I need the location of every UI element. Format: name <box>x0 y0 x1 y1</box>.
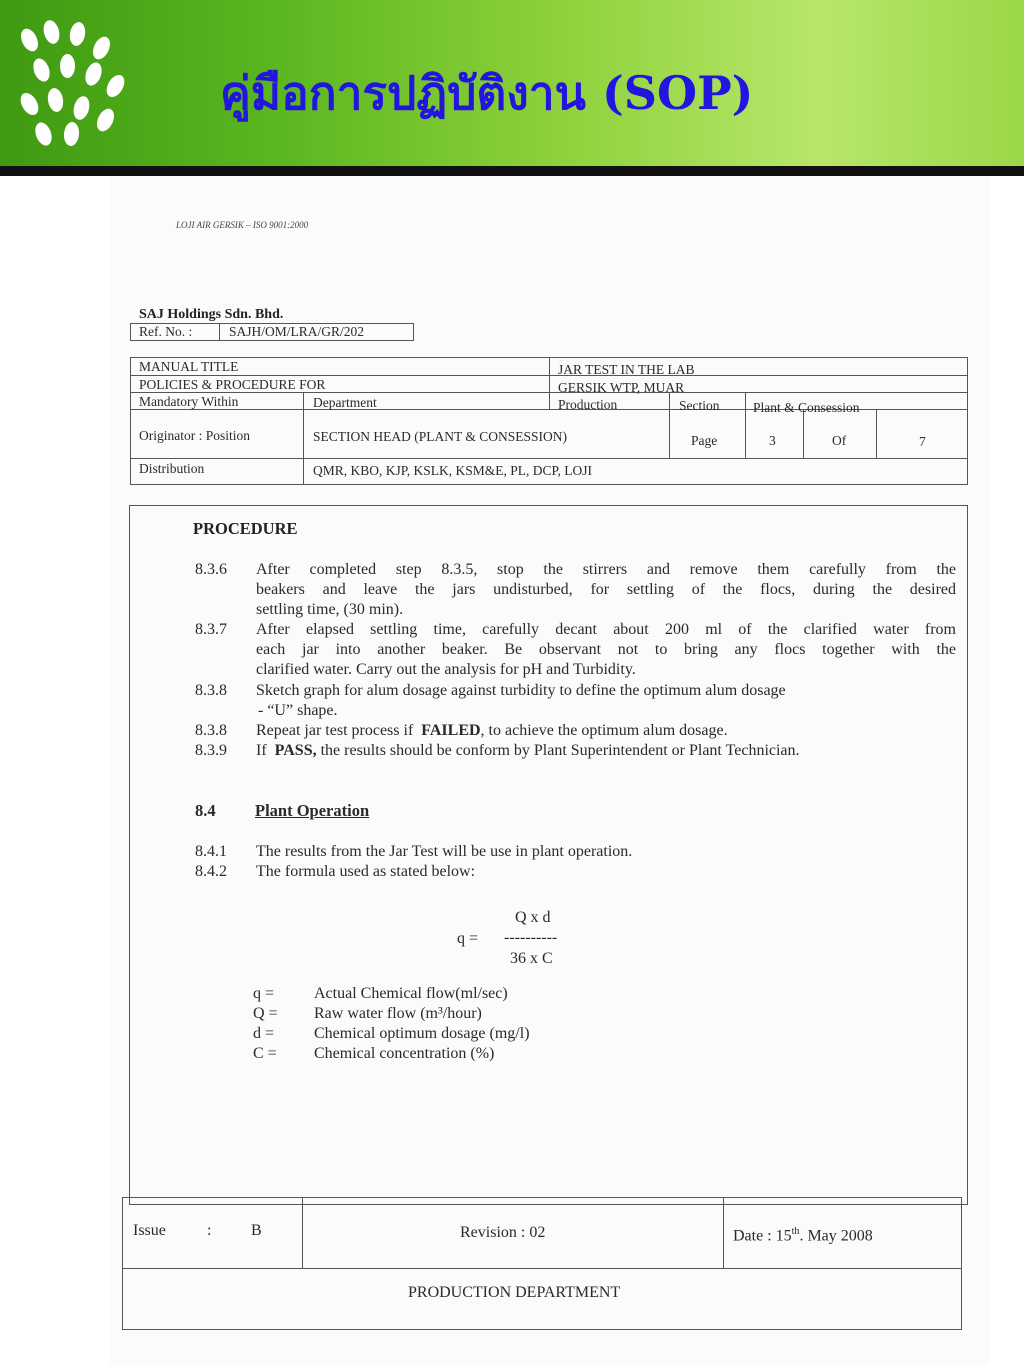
step-line: clarified water. Carry out the analysis for pH and Turbidity. <box>256 661 636 678</box>
manual-title-label: MANUAL TITLE <box>139 359 239 374</box>
formula-lhs: q = <box>457 930 479 947</box>
step-text: The results from the Jar Test will be use in plant operation. <box>256 843 633 860</box>
department-value: Production <box>558 397 618 412</box>
step-line: After elapsed settling time, carefully decant about 200 ml of the clarified water from <box>256 621 956 638</box>
header-col-line <box>669 392 670 458</box>
variable-description: Chemical concentration (%) <box>314 1045 495 1062</box>
formula-numerator: Q x d <box>515 909 551 926</box>
date-text <box>733 1227 873 1244</box>
step-number: 8.3.9 <box>195 742 227 759</box>
ref-number-box <box>130 323 414 341</box>
step-line: - “U” shape. <box>258 702 338 719</box>
step-number: 8.3.8 <box>195 682 227 699</box>
variable-description: Chemical optimum dosage (mg/l) <box>314 1025 530 1042</box>
procedure-title: PROCEDURE <box>193 519 298 538</box>
step-line: After completed step 8.3.5, stop the stirrers and remove them carefully from the <box>256 561 956 578</box>
ref-value: SAJH/OM/LRA/GR/202 <box>229 324 365 339</box>
step-line: Sketch graph for alum dosage against turbidity to define the optimum alum dosage <box>256 682 786 699</box>
policies-label: POLICIES & PROCEDURE FOR <box>139 377 326 392</box>
originator-value: SECTION HEAD (PLANT & CONSESSION) <box>313 429 568 444</box>
policies-value: GERSIK WTP, MUAR <box>558 380 685 395</box>
variable-description: Actual Chemical flow(ml/sec) <box>314 985 508 1002</box>
header-col-line <box>803 409 804 458</box>
step-line: beakers and leave the jars undisturbed, for settling of the flocs, during the desired <box>256 581 956 598</box>
header-row-line <box>131 458 967 459</box>
distribution-value: QMR, KBO, KJP, KSLK, KSM&E, PL, DCP, LOJI <box>313 463 593 478</box>
distribution-label: Distribution <box>139 461 205 476</box>
variable-description: Raw water flow (m³/hour) <box>314 1005 482 1022</box>
department-label: Department <box>313 395 377 410</box>
document-footer-table <box>122 1197 962 1330</box>
formula-denominator: 36 x C <box>510 950 553 967</box>
iso-note: LOJI AIR GERSIK – ISO 9001:2000 <box>176 220 309 230</box>
failed-keyword: FAILED <box>421 722 481 739</box>
step-text: The formula used as stated below: <box>256 863 476 880</box>
step-line: settling time, (30 min). <box>256 601 404 618</box>
formula-bar: ---------- <box>504 929 558 946</box>
slide-banner <box>0 0 1024 166</box>
ref-label: Ref. No. : <box>139 324 193 339</box>
originator-label: Originator : Position <box>139 428 250 443</box>
footer-row-line <box>123 1268 961 1269</box>
variable-symbol: q = <box>253 985 275 1002</box>
step-line: each jar into another beaker. Be observant not to bring any flocs together with the <box>256 641 956 658</box>
revision-text: Revision : 02 <box>460 1224 546 1241</box>
manual-title-value: JAR TEST IN THE LAB <box>558 362 695 377</box>
footer-col-line <box>723 1198 724 1268</box>
step-number: 8.3.8 <box>195 722 227 739</box>
of-value: 7 <box>919 434 926 449</box>
header-col-line <box>745 392 746 458</box>
slide-title: คู่มือการปฏิบัติงาน (SOP) <box>220 66 754 120</box>
step-text-post: , to achieve the optimum alum dosage. <box>480 722 728 739</box>
header-col-line <box>549 358 550 409</box>
banner-divider <box>0 166 1024 176</box>
page-value: 3 <box>769 433 776 448</box>
issue-value: B <box>251 1222 262 1239</box>
step-number: 8.4.1 <box>195 843 227 860</box>
section-number: 8.4 <box>195 801 216 820</box>
step-number: 8.3.7 <box>195 621 227 638</box>
date-sup: th <box>791 1226 800 1237</box>
company-name: SAJ Holdings Sdn. Bhd. <box>139 307 284 322</box>
ref-separator <box>219 324 220 340</box>
date-post: . May 2008 <box>799 1227 873 1245</box>
step-text-pre: If <box>256 742 275 759</box>
step-text-post: the results should be conform by Plant Superintendent or Plant Technician. <box>316 742 800 759</box>
white-dots-logo-icon <box>14 18 124 148</box>
header-col-line <box>876 409 877 458</box>
footer-col-line <box>302 1198 303 1268</box>
section-value: Plant & Consession <box>753 400 860 415</box>
step-number: 8.4.2 <box>195 863 227 880</box>
step-number: 8.3.6 <box>195 561 227 578</box>
pass-keyword: PASS, <box>274 742 317 759</box>
section-label: Section <box>679 398 720 413</box>
issue-colon: : <box>207 1222 212 1239</box>
step-text <box>256 681 786 721</box>
variable-symbol: d = <box>253 1025 275 1042</box>
of-label: Of <box>832 433 847 448</box>
step-text <box>256 560 956 620</box>
department-footer: PRODUCTION DEPARTMENT <box>408 1284 621 1301</box>
variable-symbol: Q = <box>253 1005 278 1022</box>
variable-symbol: C = <box>253 1045 277 1062</box>
document-header-table <box>130 357 968 485</box>
step-text <box>256 741 800 761</box>
step-text-pre: Repeat jar test process if <box>256 722 422 739</box>
page-label: Page <box>691 433 718 448</box>
step-text <box>256 620 956 680</box>
issue-label: Issue <box>133 1222 166 1239</box>
section-title: Plant Operation <box>255 801 370 820</box>
step-text <box>256 721 728 741</box>
date-pre: Date : 15 <box>733 1227 792 1245</box>
header-col-line <box>303 392 304 485</box>
mandatory-label: Mandatory Within <box>139 394 239 409</box>
